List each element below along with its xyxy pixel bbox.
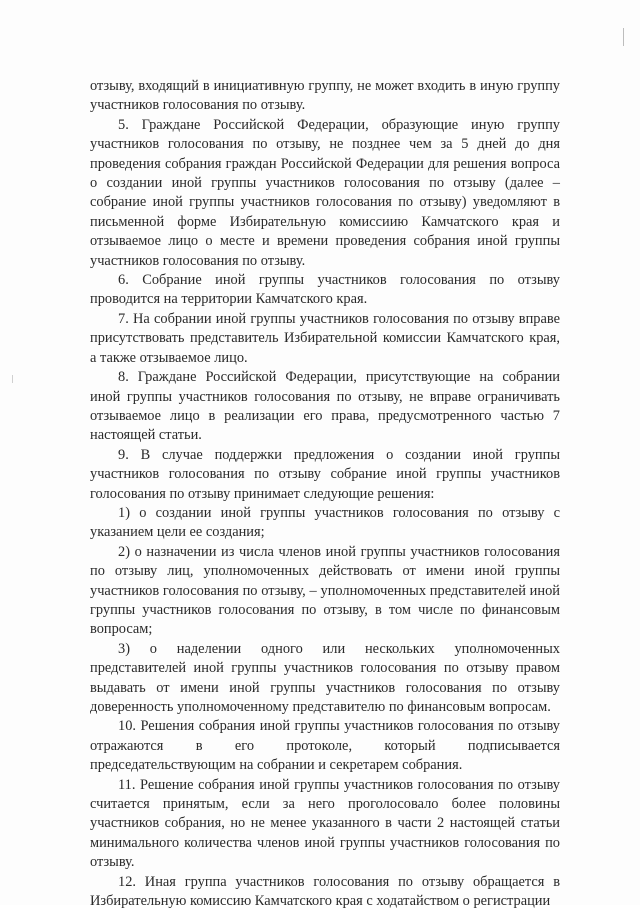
scan-artifact xyxy=(623,28,624,46)
list-item-3: 3) о наделении одного или нескольких уполномоченных представителей иной группы участников голосования по отзыву правом выдавать от имени иной группы участников голосования по отзыву доверенность уполномоченному представителю по финансовым вопросам. xyxy=(90,640,560,715)
list-item-1: 1) о создании иной группы участников голосования по отзыву с указанием цели ее создания; xyxy=(90,504,560,541)
paragraph-10: 10. Решения собрания иной группы участников голосования по отзыву отражаются в его протоколе, который подписывается председательствующим на собрании и секретарем собрания. xyxy=(90,718,560,774)
list-item-2: 2) о назначении из числа членов иной группы участников голосования по отзыву лиц, уполномоченных действовать от имени иной группы участников голосования по отзыву, – уполномоченных представителей иной группы участников голосования по отзыву, в том числе по финансовым вопросам; xyxy=(90,543,560,638)
document-body xyxy=(90,77,560,911)
scan-artifact xyxy=(12,375,13,383)
paragraph-continuation: отзыву, входящий в инициативную группу, не может входить в иную группу участников голосования по отзыву. xyxy=(90,78,560,114)
paragraph-5: 5. Граждане Российской Федерации, образующие иную группу участников голосования по отзыву, не позднее чем за 5 дней до дня проведения собрания граждан Российской Федерации для решения вопроса о создании иной группы участников голосования по отзыву (далее – собрание иной группы участников голосования по отзыву) уведомляют в письменной форме Избирательную комиссиию Камчатского края и отзываемое лицо о месте и времени проведения собрания иной группы участников голосования по отзыву. xyxy=(90,116,560,269)
paragraph-8: 8. Граждане Российской Федерации, присутствующие на собрании иной группы участников голосования по отзыву, не вправе ограничивать отзываемое лицо в реализации его права, предусмотренного частью 7 настоящей статьи. xyxy=(90,369,560,444)
paragraph-9: 9. В случае поддержки предложения о создании иной группы участников голосования по отзыву собрание иной группы участников голосования по отзыву принимает следующие решения: xyxy=(90,446,560,502)
paragraph-11: 11. Решение собрания иной группы участников голосования по отзыву считается принятым, если за него проголосовало более половины участников собрания, но не менее указанного в части 2 настоящей статьи минимального количества членов иной группы участников голосования по отзыву. xyxy=(90,776,560,871)
paragraph-12: 12. Иная группа участников голосования по отзыву обращается в Избирательную комиссию Камчатского края с ходатайством о регистрации xyxy=(90,873,560,910)
paragraph-7: 7. На собрании иной группы участников голосования по отзыву вправе присутствовать представитель Избирательной комиссии Камчатского края, а также отзываемое лицо. xyxy=(90,310,560,366)
paragraph-6: 6. Собрание иной группы участников голосования по отзыву проводится на территории Камчатского края. xyxy=(90,272,560,308)
